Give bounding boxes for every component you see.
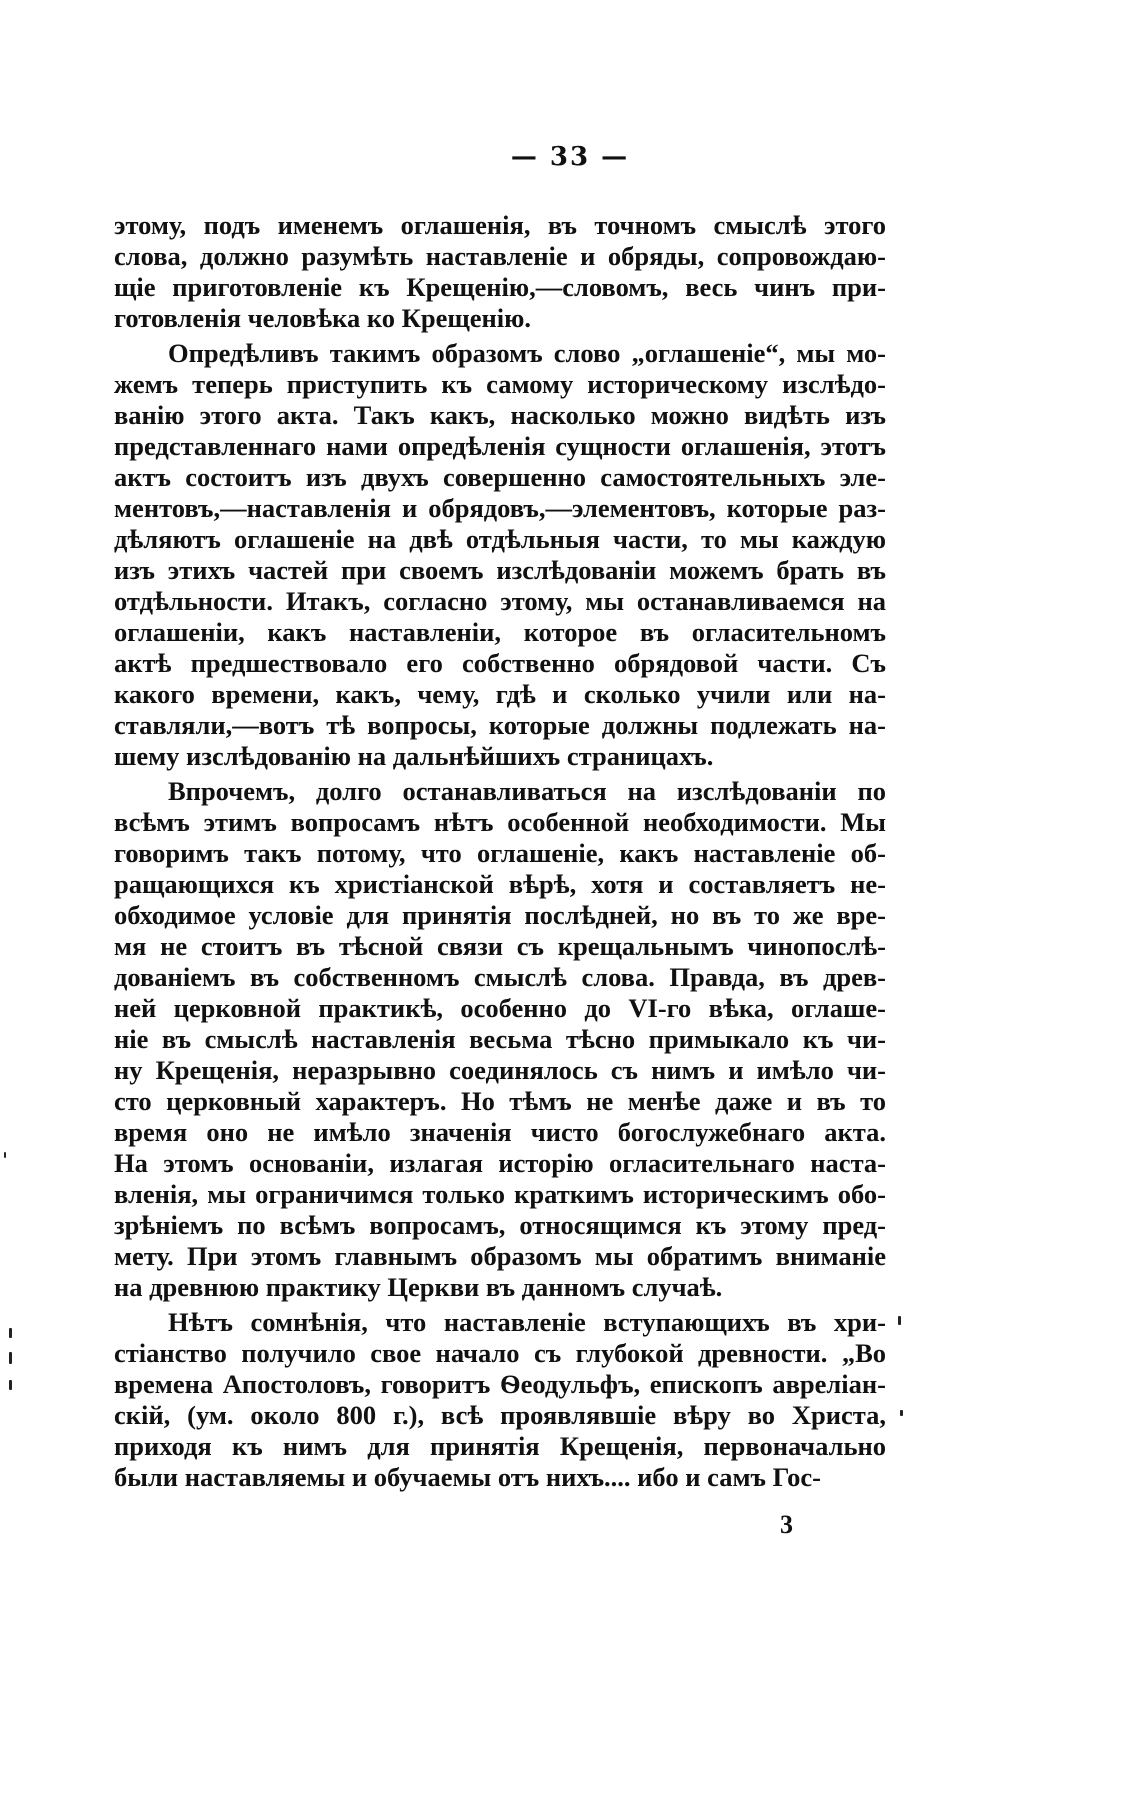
text-line: ванію этого акта. Такъ какъ, насколько можно видѣть изъ <box>114 400 886 430</box>
text-line: ну Крещенія, неразрывно соединялось съ нимъ и имѣло чи- <box>114 1055 886 1085</box>
text-line: говоримъ такъ потому, что оглашеніе, какъ наставленіе об- <box>114 838 886 868</box>
text-line: сто церковный характеръ. Но тѣмъ не менѣе даже и въ то <box>114 1086 886 1116</box>
text-line: всѣмъ этимъ вопросамъ нѣтъ особенной необходимости. Мы <box>114 807 886 837</box>
text-line: были наставляемы и обучаемы отъ нихъ.... ибо и самъ Гос- <box>114 1462 821 1492</box>
text-line: обходимое условіе для принятія послѣдней, но въ то же вре- <box>114 900 886 930</box>
text-line: изъ этихъ частей при своемъ изслѣдованіи можемъ брать въ <box>114 555 886 585</box>
text-line: Впрочемъ, долго останавливаться на изслѣдованіи по <box>168 776 886 806</box>
text-line: отдѣльности. Итакъ, согласно этому, мы останавливаемся на <box>114 586 886 616</box>
text-line: ращающихся къ христіанской вѣрѣ, хотя и составляетъ не- <box>114 869 886 899</box>
margin-speck <box>900 1410 903 1416</box>
signature-mark: 3 <box>780 1510 793 1539</box>
text-line: этому, подъ именемъ оглашенія, въ точномъ смыслѣ этого <box>114 210 886 240</box>
text-line: Опредѣливъ такимъ образомъ слово „оглашеніе“, мы мо- <box>168 338 886 368</box>
text-line: дованіемъ въ собственномъ смыслѣ слова. Правда, въ древ- <box>114 962 886 992</box>
text-line: время оно не имѣло значенія чисто богослужебнаго акта. <box>114 1117 886 1147</box>
paragraph <box>114 776 886 1303</box>
body-text <box>114 210 886 1493</box>
text-line: дѣляютъ оглашеніе на двѣ отдѣльныя части, то мы каждую <box>114 524 886 554</box>
text-line: жемъ теперь приступить къ самому историческому изслѣдо- <box>114 369 886 399</box>
text-line: какого времени, какъ, чему, гдѣ и сколько учили или на- <box>114 679 886 709</box>
text-line: ментовъ,—наставленія и обрядовъ,—элементовъ, которые раз- <box>114 493 886 523</box>
text-line: вленія, мы ограничимся только краткимъ историческимъ обо- <box>114 1179 886 1209</box>
text-line: зрѣніемъ по всѣмъ вопросамъ, относящимся къ этому пред- <box>114 1210 886 1240</box>
text-line: мету. При этомъ главнымъ образомъ мы обратимъ вниманіе <box>114 1241 886 1271</box>
paragraph <box>114 1307 886 1493</box>
text-line: готовленія человѣка ко Крещенію. <box>114 303 531 333</box>
margin-speck <box>9 1352 12 1364</box>
margin-speck <box>9 1328 12 1338</box>
text-line: времена Апостоловъ, говоритъ Ѳеодульфъ, епископъ авреліан- <box>114 1369 886 1399</box>
text-line: оглашеніи, какъ наставленіи, которое въ огласительномъ <box>114 617 886 647</box>
margin-speck <box>898 1316 901 1325</box>
text-line: шему изслѣдованію на дальнѣйшихъ страницахъ. <box>114 741 714 771</box>
text-line: стіанство получило свое начало съ глубокой древности. „Во <box>114 1338 886 1368</box>
text-line: представленнаго нами опредѣленія сущности оглашенія, этотъ <box>114 431 886 461</box>
text-line: актъ состоитъ изъ двухъ совершенно самостоятельныхъ эле- <box>114 462 886 492</box>
page-number: — 33 — <box>510 142 630 172</box>
text-line: актѣ предшествовало его собственно обрядовой части. Съ <box>114 648 886 678</box>
text-line: Нѣтъ сомнѣнія, что наставленіе вступающихъ въ хри- <box>168 1307 886 1337</box>
text-line: на древнюю практику Церкви въ данномъ случаѣ. <box>114 1272 723 1302</box>
text-line: слова, должно разумѣть наставленіе и обряды, сопровождаю- <box>114 241 886 271</box>
paragraph <box>114 210 886 334</box>
text-line: приходя къ нимъ для принятія Крещенія, первоначально <box>114 1431 886 1461</box>
text-line: На этомъ основаніи, излагая исторію огласительнаго наста- <box>114 1148 886 1178</box>
text-line: щіе приготовленіе къ Крещенію,—словомъ, весь чинъ при- <box>114 272 886 302</box>
paragraph <box>114 338 886 772</box>
text-line: ней церковной практикѣ, особенно до VI-го вѣка, оглаше- <box>114 993 886 1023</box>
text-line: ставляли,—вотъ тѣ вопросы, которые должны подлежать на- <box>114 710 886 740</box>
margin-speck <box>4 1152 6 1158</box>
text-line: ніе въ смыслѣ наставленія весьма тѣсно примыкало къ чи- <box>114 1024 886 1054</box>
text-line: мя не стоитъ въ тѣсной связи съ крещальнымъ чинопослѣ- <box>114 931 886 961</box>
margin-speck <box>9 1380 12 1390</box>
text-line: скій, (ум. около 800 г.), всѣ проявлявшіе вѣру во Христа, <box>114 1400 886 1430</box>
